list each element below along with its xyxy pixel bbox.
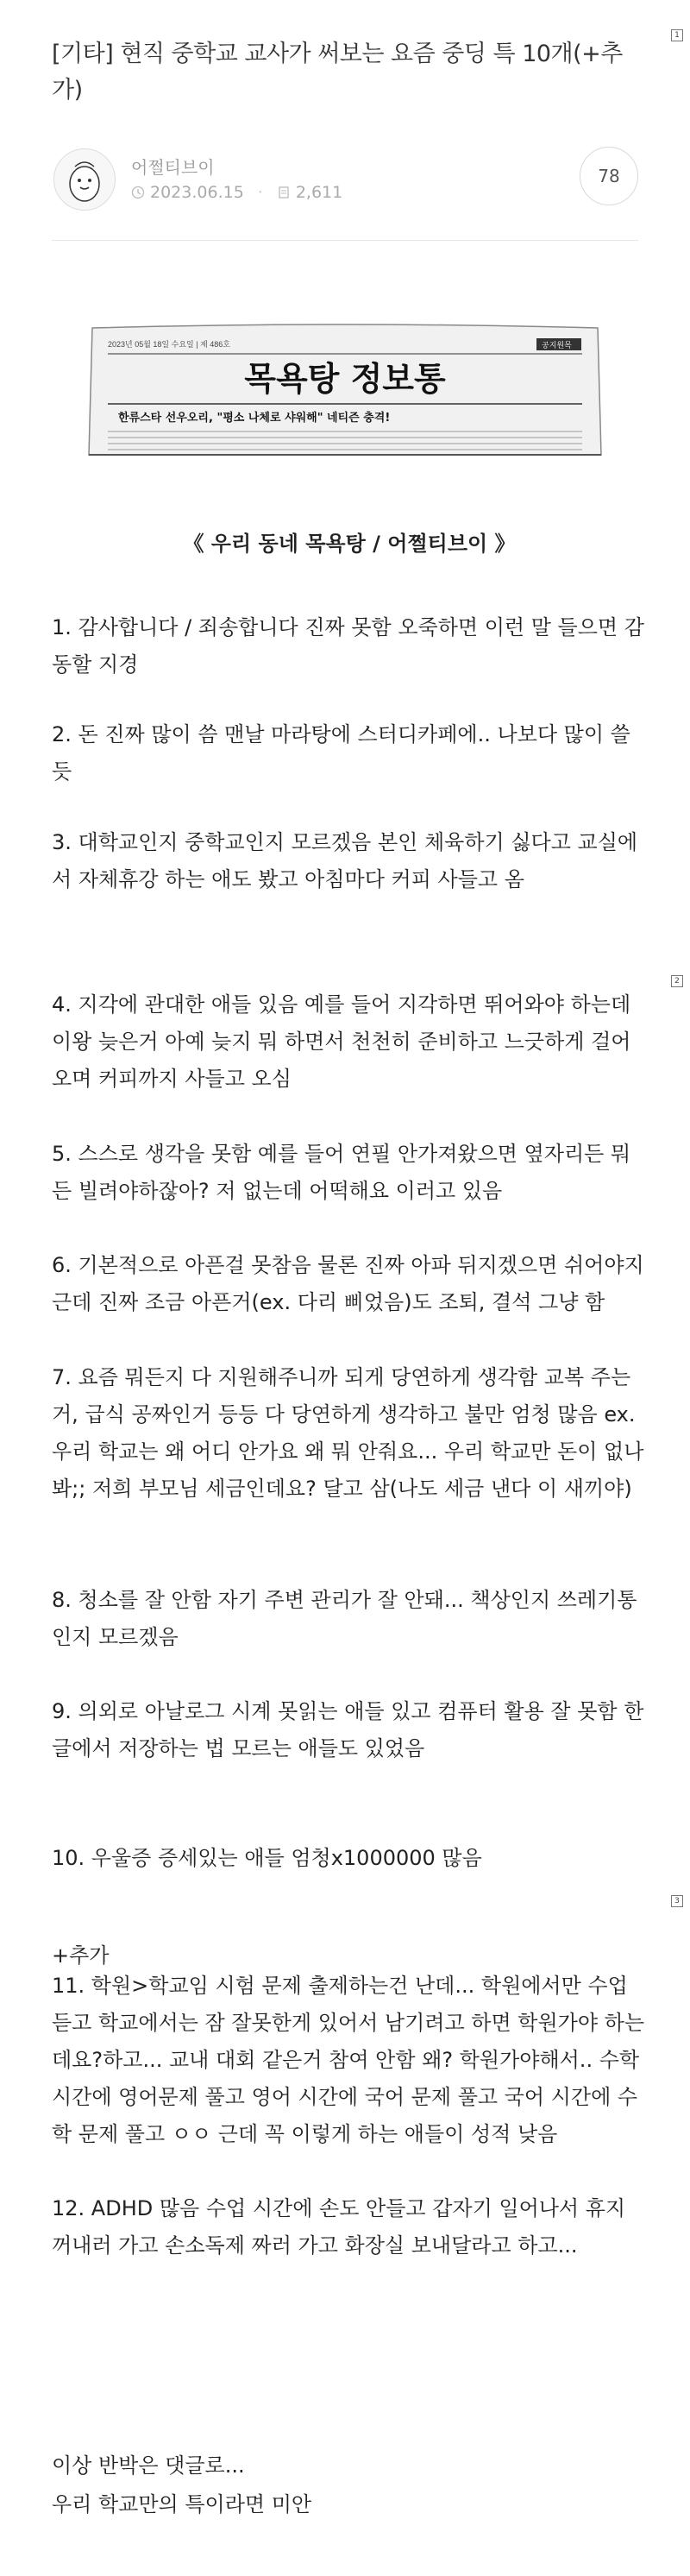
newspaper-image: [84, 321, 606, 457]
list-item: 10. 우울증 증세있는 애들 엄청x1000000 많음: [52, 1846, 482, 1870]
author-name[interactable]: 어쩔티브이: [131, 157, 215, 178]
newspaper-dateline: 2023년 05월 18일 수요일 | 제 486호: [108, 340, 230, 349]
post-title: [기타] 현직 중학교 교사가 써보는 요즘 중딩 특 10개(+추가): [52, 41, 623, 104]
list-item: 5. 스스로 생각을 못함 예를 들어 연필 안가져왔으면 옆자리든 뭐든 빌려야하잖아? 저 없는데 어떡해요 이러고 있음: [52, 1142, 631, 1203]
ghost-avatar-icon: [54, 149, 115, 210]
page-marker: 1: [671, 29, 683, 41]
list-item: 9. 의외로 아날로그 시계 못읽는 애들 있고 컴퓨터 활용 잘 못함 한글에서 저장하는 법 모르는 애들도 있었음: [52, 1699, 644, 1760]
clock-icon: [131, 186, 145, 199]
list-item: 7. 요즘 뭐든지 다 지원해주니까 되게 당연하게 생각함 교복 주는거, 급식 공짜인거 등등 다 당연하게 생각하고 불만 엄청 많음 ex. 우리 학교는 왜 어디 안가요 왜 뭐 안줘요... 우리 학교만 돈이 없나봐;; 저희 부모님 세금인데요? 달고 삼(나도 세금 낸다 이 새끼야): [52, 1365, 644, 1501]
post-header: [52, 0, 638, 202]
image-caption: 《 우리 동네 목욕탕 / 어쩔티브이 》: [183, 532, 516, 556]
post-meta: [52, 138, 638, 207]
newspaper-badge: 공지원목: [542, 341, 572, 350]
page-marker: 3: [671, 1895, 683, 1907]
document-icon: [277, 186, 291, 199]
header-divider: [52, 240, 638, 241]
addendum-heading: +추가: [52, 1943, 110, 1968]
closing-text: 이상 반박은 댓글로...: [52, 2453, 245, 2478]
list-item: 6. 기본적으로 아픈걸 못참음 물론 진짜 아파 뒤지겠으면 쉬어야지 근데 진짜 조금 아픈거(ex. 다리 삐었음)도 조퇴, 결석 그냥 함: [52, 1253, 644, 1314]
stat-separator: ·: [257, 183, 263, 202]
view-count: 2,611: [295, 183, 343, 202]
list-item: 11. 학원>학교임 시험 문제 출제하는건 난데... 학원에서만 수업듣고 학교에서는 잠 잘못한게 있어서 남기려고 하면 학원가야 하는데요?하고... 교내 대회 같은거 참여 안함 왜? 학원가야해서.. 수학 시간에 영어문제 풀고 영어 시간에 국어 문제 풀고 국어 시간에 수학 문제 풀고 ㅇㅇ 근데 꼭 이렇게 하는 애들이 성적 낮음: [52, 1974, 644, 2146]
post-stats: [131, 183, 342, 202]
list-item: 8. 청소를 잘 안함 자기 주변 관리가 잘 안돼... 책상인지 쓰레기통인지 모르겠음: [52, 1588, 637, 1649]
list-item: 4. 지각에 관대한 애들 있음 예를 들어 지각하면 뛰어와야 하는데 이왕 늦은거 아예 늦지 뭐 하면서 천천히 준비하고 느긋하게 걸어오며 커피까지 사들고 오심: [52, 992, 631, 1091]
list-item: 12. ADHD 많음 수업 시간에 손도 안들고 갑자기 일어나서 휴지 꺼내러 가고 손소독제 짜러 가고 화장실 보내달라고 하고...: [52, 2196, 626, 2258]
comment-count-button[interactable]: 78: [580, 147, 638, 205]
post-date: 2023.06.15: [150, 183, 244, 202]
page-marker: 2: [671, 975, 683, 987]
list-item: 3. 대학교인지 중학교인지 모르겠음 본인 체육하기 싫다고 교실에서 자체휴강 하는 애도 봤고 아침마다 커피 사들고 옴: [52, 830, 638, 891]
newspaper-headline: 한류스타 선우오리, "평소 나체로 샤워해" 네티즌 충격!: [118, 412, 391, 425]
closing-text: 우리 학교만의 특이라면 미안: [52, 2492, 312, 2516]
newspaper-masthead: 목욕탕 정보통: [244, 360, 446, 398]
list-item: 2. 돈 진짜 많이 씀 맨날 마라탕에 스터디카페에.. 나보다 많이 쓸 듯: [52, 722, 630, 784]
avatar[interactable]: [53, 148, 116, 211]
list-item: 1. 감사합니다 / 죄송합니다 진짜 못함 오죽하면 이런 말 들으면 감동할 지경: [52, 615, 644, 677]
